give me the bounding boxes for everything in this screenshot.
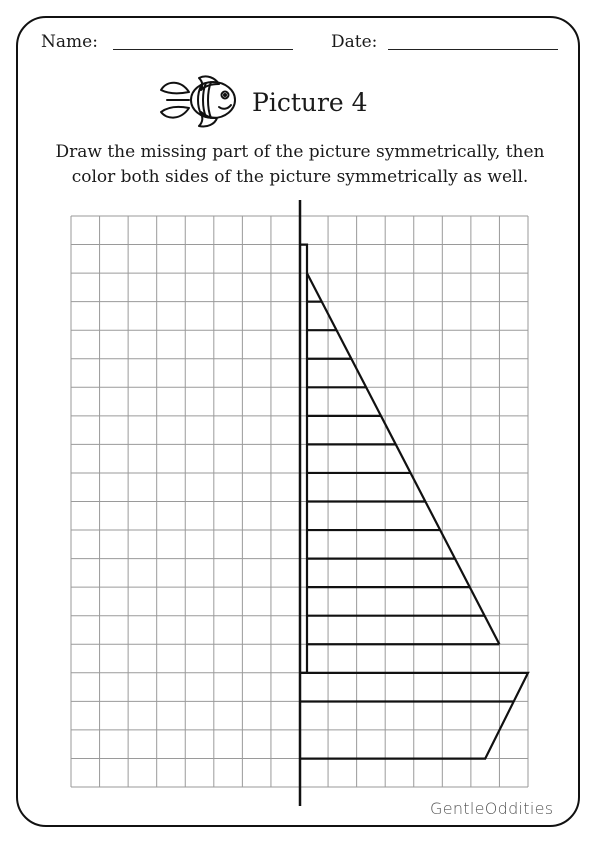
page-title: Picture 4 xyxy=(252,87,368,117)
date-label: Date: xyxy=(331,32,378,52)
instructions-line-1: Draw the missing part of the picture symmetrically, then xyxy=(55,142,545,162)
brand-logo: GentleOddities xyxy=(430,799,554,818)
instructions-line-2: color both sides of the picture symmetrically as well. xyxy=(71,167,529,187)
name-label: Name: xyxy=(41,32,98,52)
